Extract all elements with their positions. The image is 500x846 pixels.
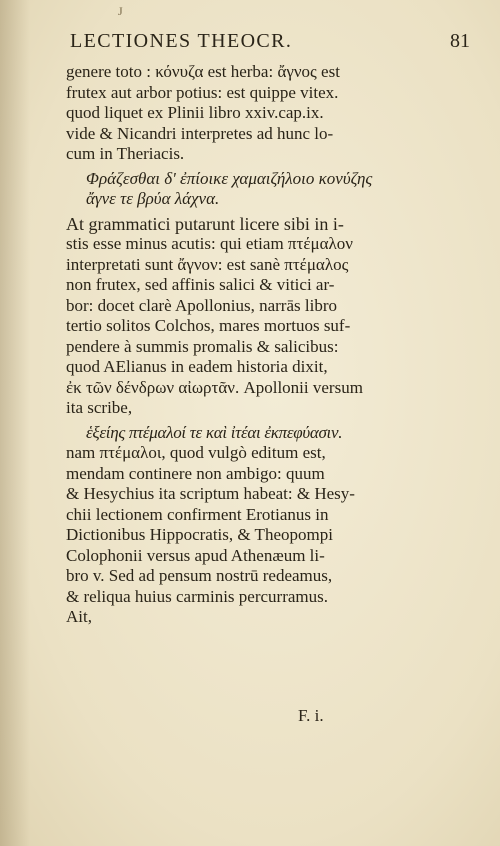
text-line-23: Dictionibus Hippocratis, & Theopompi	[66, 525, 333, 544]
gutter-shadow	[0, 0, 30, 846]
text-line-14: pendere à summis promalis & salicibus:	[66, 336, 339, 356]
text-line-16: ἐκ τῶν δένδρων αἰωρτᾶν. Apollonii versum	[66, 377, 363, 397]
text-line-25: bro v. Sed ad pensum nostrū redeamus,	[66, 566, 333, 585]
text-line-24: Colophonii versus apud Athenæum li-	[66, 545, 325, 565]
text-line-12: bor: docet clarè Apollonius, narrās libro	[66, 295, 337, 315]
text-line-20: mendam continere non ambigo: quum	[66, 463, 325, 483]
text-line-2: frutex aut arbor potius: est quippe vitex.	[66, 82, 339, 102]
text-line-1: genere toto : κόνυζα est herba: ἄγνος est	[66, 62, 340, 81]
text-line-11: non frutex, sed affinis salici & vitici ar-	[66, 275, 335, 294]
greek-verse-line: ἑξείης πτέμαλοί τε καὶ ἰτέαι ἐκπεφύασιν.	[86, 422, 343, 442]
text-line-4: vide & Nicandri interpretes ad hunc lo-	[66, 123, 334, 143]
text-line-17: ita scribe,	[66, 398, 133, 417]
running-head: LECTIONES THEOCR.	[70, 30, 293, 52]
text-line-26: & reliqua huius carminis percurramus.	[66, 586, 329, 606]
signature-mark: F. i.	[298, 706, 324, 725]
page-number: 81	[450, 30, 470, 52]
page-header	[70, 30, 470, 56]
text-line-15: quod AElianus in eadem historia dixit,	[66, 357, 328, 376]
text-line-8: At grammatici putarunt licere sibi in i-	[66, 213, 344, 234]
greek-quote-line-1: Φράζεσθαι δ' ἐπίοικε χαμαιζήλοιο κονύζης	[86, 168, 373, 188]
handwritten-mark: J	[118, 4, 123, 18]
greek-quote-line-2: ἄγνε τε βρύα λάχνα.	[86, 189, 220, 208]
text-line-5: cum in Theriacis.	[66, 144, 185, 163]
text-line-3: quod liquet ex Plinii libro xxiv.cap.ix.	[66, 103, 324, 122]
text-line-21: & Hesychius ita scriptum habeat: & Hesy-	[66, 484, 355, 503]
text-line-27: Ait,	[66, 607, 92, 626]
text-line-13: tertio solitos Colchos, mares mortuos suf-	[66, 316, 351, 335]
text-line-22: chii lectionem confirment Erotianus in	[66, 504, 329, 524]
body-text	[66, 62, 476, 628]
text-line-19: nam πτέμαλοι, quod vulgò editum est,	[66, 443, 326, 462]
text-line-10: interpretati sunt ἄγνον: est sanè πτέμαλος	[66, 254, 349, 274]
text-line-9: stis esse minus acutis: qui etiam πτέμαλον	[66, 234, 353, 253]
